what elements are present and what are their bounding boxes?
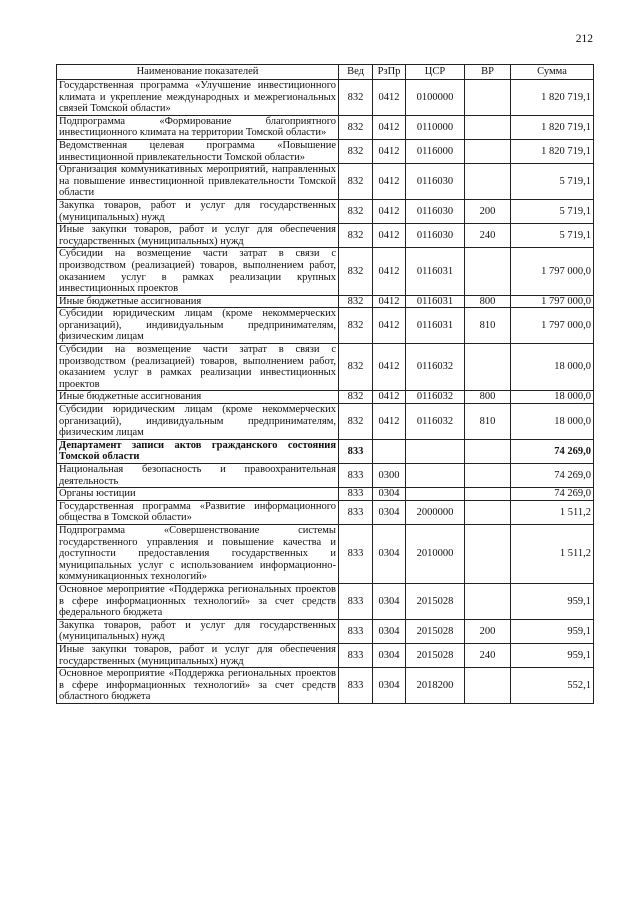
cell-rzpr: 0304 xyxy=(373,643,406,667)
cell-csr: 2000000 xyxy=(406,500,465,524)
cell-vr xyxy=(465,668,511,704)
cell-csr: 0116030 xyxy=(406,199,465,223)
cell-name: Органы юстиции xyxy=(57,488,339,501)
header-csr: ЦСР xyxy=(406,65,465,80)
cell-rzpr xyxy=(373,439,406,463)
cell-ved: 833 xyxy=(339,643,373,667)
cell-name: Подпрограмма «Формирование благоприятного инвестиционного климата на территории Томской области» xyxy=(57,115,339,139)
table-row xyxy=(57,439,594,463)
cell-sum: 1 797 000,0 xyxy=(511,308,594,344)
cell-vr xyxy=(465,344,511,391)
cell-name: Основное мероприятие «Поддержка региональных проектов в сфере информационных технологий» за счет средств федерального бюджета xyxy=(57,583,339,619)
cell-rzpr: 0412 xyxy=(373,199,406,223)
cell-ved: 833 xyxy=(339,668,373,704)
cell-vr xyxy=(465,524,511,583)
cell-csr: 0116032 xyxy=(406,344,465,391)
cell-sum: 74 269,0 xyxy=(511,464,594,488)
cell-ved: 833 xyxy=(339,500,373,524)
cell-csr: 2010000 xyxy=(406,524,465,583)
cell-sum: 1 797 000,0 xyxy=(511,248,594,295)
cell-vr xyxy=(465,500,511,524)
header-ved: Вед xyxy=(339,65,373,80)
cell-vr: 810 xyxy=(465,404,511,440)
cell-name: Субсидии юридическим лицам (кроме некоммерческих организаций), индивидуальным предпринимателям, физическим лицам xyxy=(57,308,339,344)
cell-rzpr: 0304 xyxy=(373,668,406,704)
cell-ved: 832 xyxy=(339,115,373,139)
cell-rzpr: 0304 xyxy=(373,583,406,619)
cell-sum: 5 719,1 xyxy=(511,199,594,223)
cell-csr: 0116030 xyxy=(406,164,465,200)
cell-name: Иные закупки товаров, работ и услуг для обеспечения государственных (муниципальных) нужд xyxy=(57,643,339,667)
cell-vr xyxy=(465,464,511,488)
cell-sum: 18 000,0 xyxy=(511,391,594,404)
cell-ved: 833 xyxy=(339,583,373,619)
cell-vr xyxy=(465,583,511,619)
table-row xyxy=(57,404,594,440)
table-row xyxy=(57,619,594,643)
table-row xyxy=(57,80,594,116)
cell-vr xyxy=(465,248,511,295)
page-number: 212 xyxy=(575,33,593,45)
cell-rzpr: 0412 xyxy=(373,139,406,163)
table-body xyxy=(57,80,594,704)
cell-vr: 810 xyxy=(465,308,511,344)
table-row xyxy=(57,224,594,248)
cell-csr: 0116031 xyxy=(406,295,465,308)
cell-name: Национальная безопасность и правоохранительная деятельность xyxy=(57,464,339,488)
cell-sum: 1 511,2 xyxy=(511,524,594,583)
cell-ved: 832 xyxy=(339,344,373,391)
cell-csr: 0100000 xyxy=(406,80,465,116)
cell-rzpr: 0412 xyxy=(373,391,406,404)
table-row xyxy=(57,668,594,704)
cell-rzpr: 0412 xyxy=(373,115,406,139)
cell-name: Государственная программа «Улучшение инвестиционного климата и укрепление международных и межрегиональных связей Томской области» xyxy=(57,80,339,116)
cell-vr xyxy=(465,115,511,139)
cell-name: Иные бюджетные ассигнования xyxy=(57,295,339,308)
table-row xyxy=(57,344,594,391)
cell-vr xyxy=(465,488,511,501)
cell-rzpr: 0304 xyxy=(373,524,406,583)
cell-vr xyxy=(465,164,511,200)
cell-rzpr: 0412 xyxy=(373,164,406,200)
cell-name: Субсидии на возмещение части затрат в связи с производством (реализацией) товаров, выполнением работ, оказанием услуг в рамках реализации крупных инвестиционных проектов xyxy=(57,248,339,295)
table-row xyxy=(57,500,594,524)
cell-name: Субсидии на возмещение части затрат в связи с производством (реализацией) товаров, выполнением работ, оказанием услуг в рамках реализации инвестиционных проектов xyxy=(57,344,339,391)
cell-sum: 1 511,2 xyxy=(511,500,594,524)
cell-sum: 74 269,0 xyxy=(511,488,594,501)
cell-csr xyxy=(406,439,465,463)
cell-name: Закупка товаров, работ и услуг для государственных (муниципальных) нужд xyxy=(57,619,339,643)
cell-vr: 200 xyxy=(465,199,511,223)
cell-name: Государственная программа «Развитие информационного общества в Томской области» xyxy=(57,500,339,524)
header-row xyxy=(57,65,594,80)
cell-csr xyxy=(406,488,465,501)
cell-ved: 832 xyxy=(339,80,373,116)
cell-rzpr: 0412 xyxy=(373,248,406,295)
cell-rzpr: 0412 xyxy=(373,295,406,308)
header-sum: Сумма xyxy=(511,65,594,80)
cell-ved: 832 xyxy=(339,391,373,404)
table-row xyxy=(57,115,594,139)
cell-sum: 1 820 719,1 xyxy=(511,80,594,116)
cell-ved: 832 xyxy=(339,199,373,223)
cell-sum: 552,1 xyxy=(511,668,594,704)
cell-sum: 1 820 719,1 xyxy=(511,139,594,163)
cell-csr: 0116032 xyxy=(406,404,465,440)
cell-ved: 833 xyxy=(339,524,373,583)
cell-ved: 832 xyxy=(339,308,373,344)
cell-rzpr: 0304 xyxy=(373,500,406,524)
table-row xyxy=(57,464,594,488)
header-vr: ВР xyxy=(465,65,511,80)
cell-csr: 0116032 xyxy=(406,391,465,404)
cell-rzpr: 0412 xyxy=(373,308,406,344)
cell-sum: 959,1 xyxy=(511,643,594,667)
cell-ved: 833 xyxy=(339,619,373,643)
cell-rzpr: 0304 xyxy=(373,619,406,643)
cell-vr: 200 xyxy=(465,619,511,643)
table-row xyxy=(57,643,594,667)
cell-ved: 832 xyxy=(339,139,373,163)
table-row xyxy=(57,248,594,295)
cell-ved: 832 xyxy=(339,295,373,308)
table-row xyxy=(57,139,594,163)
cell-ved: 832 xyxy=(339,404,373,440)
table-row xyxy=(57,488,594,501)
budget-table xyxy=(56,64,594,704)
cell-ved: 832 xyxy=(339,248,373,295)
cell-sum: 18 000,0 xyxy=(511,344,594,391)
cell-vr xyxy=(465,439,511,463)
cell-sum: 74 269,0 xyxy=(511,439,594,463)
cell-name: Ведомственная целевая программа «Повышение инвестиционной привлекательности Томской области» xyxy=(57,139,339,163)
cell-csr xyxy=(406,464,465,488)
cell-name: Субсидии юридическим лицам (кроме некоммерческих организаций), индивидуальным предпринимателям, физическим лицам xyxy=(57,404,339,440)
table-row xyxy=(57,391,594,404)
cell-name: Иные бюджетные ассигнования xyxy=(57,391,339,404)
cell-sum: 1 797 000,0 xyxy=(511,295,594,308)
cell-name: Закупка товаров, работ и услуг для государственных (муниципальных) нужд xyxy=(57,199,339,223)
cell-ved: 833 xyxy=(339,439,373,463)
cell-sum: 5 719,1 xyxy=(511,224,594,248)
cell-ved: 832 xyxy=(339,164,373,200)
table-row xyxy=(57,199,594,223)
cell-vr: 800 xyxy=(465,295,511,308)
cell-sum: 959,1 xyxy=(511,583,594,619)
cell-csr: 2015028 xyxy=(406,619,465,643)
cell-csr: 0110000 xyxy=(406,115,465,139)
cell-csr: 0116030 xyxy=(406,224,465,248)
cell-name: Основное мероприятие «Поддержка региональных проектов в сфере информационных технологий» за счет средств областного бюджета xyxy=(57,668,339,704)
cell-ved: 833 xyxy=(339,488,373,501)
table-row xyxy=(57,524,594,583)
cell-name: Департамент записи актов гражданского состояния Томской области xyxy=(57,439,339,463)
cell-rzpr: 0412 xyxy=(373,344,406,391)
cell-vr: 800 xyxy=(465,391,511,404)
cell-csr: 0116031 xyxy=(406,308,465,344)
header-rzpr: РзПр xyxy=(373,65,406,80)
cell-csr: 2015028 xyxy=(406,643,465,667)
cell-csr: 2018200 xyxy=(406,668,465,704)
cell-vr xyxy=(465,80,511,116)
header-name: Наименование показателей xyxy=(57,65,339,80)
table-row xyxy=(57,295,594,308)
cell-csr: 0116031 xyxy=(406,248,465,295)
cell-rzpr: 0412 xyxy=(373,80,406,116)
table-row xyxy=(57,308,594,344)
cell-csr: 0116000 xyxy=(406,139,465,163)
cell-ved: 833 xyxy=(339,464,373,488)
cell-vr: 240 xyxy=(465,643,511,667)
table-row xyxy=(57,583,594,619)
cell-vr xyxy=(465,139,511,163)
cell-sum: 5 719,1 xyxy=(511,164,594,200)
cell-vr: 240 xyxy=(465,224,511,248)
cell-rzpr: 0412 xyxy=(373,224,406,248)
cell-name: Организация коммуникативных мероприятий, направленных на повышение инвестиционной привлекательности Томской области xyxy=(57,164,339,200)
cell-rzpr: 0412 xyxy=(373,404,406,440)
cell-name: Подпрограмма «Совершенствование системы государственного управления и повышение качества и доступности предоставления государственных и муниципальных услуг с использованием информационно-коммуникационных технологий» xyxy=(57,524,339,583)
table-header xyxy=(57,65,594,80)
cell-csr: 2015028 xyxy=(406,583,465,619)
cell-rzpr: 0304 xyxy=(373,488,406,501)
cell-name: Иные закупки товаров, работ и услуг для обеспечения государственных (муниципальных) нужд xyxy=(57,224,339,248)
cell-ved: 832 xyxy=(339,224,373,248)
cell-rzpr: 0300 xyxy=(373,464,406,488)
cell-sum: 1 820 719,1 xyxy=(511,115,594,139)
table-row xyxy=(57,164,594,200)
cell-sum: 959,1 xyxy=(511,619,594,643)
cell-sum: 18 000,0 xyxy=(511,404,594,440)
